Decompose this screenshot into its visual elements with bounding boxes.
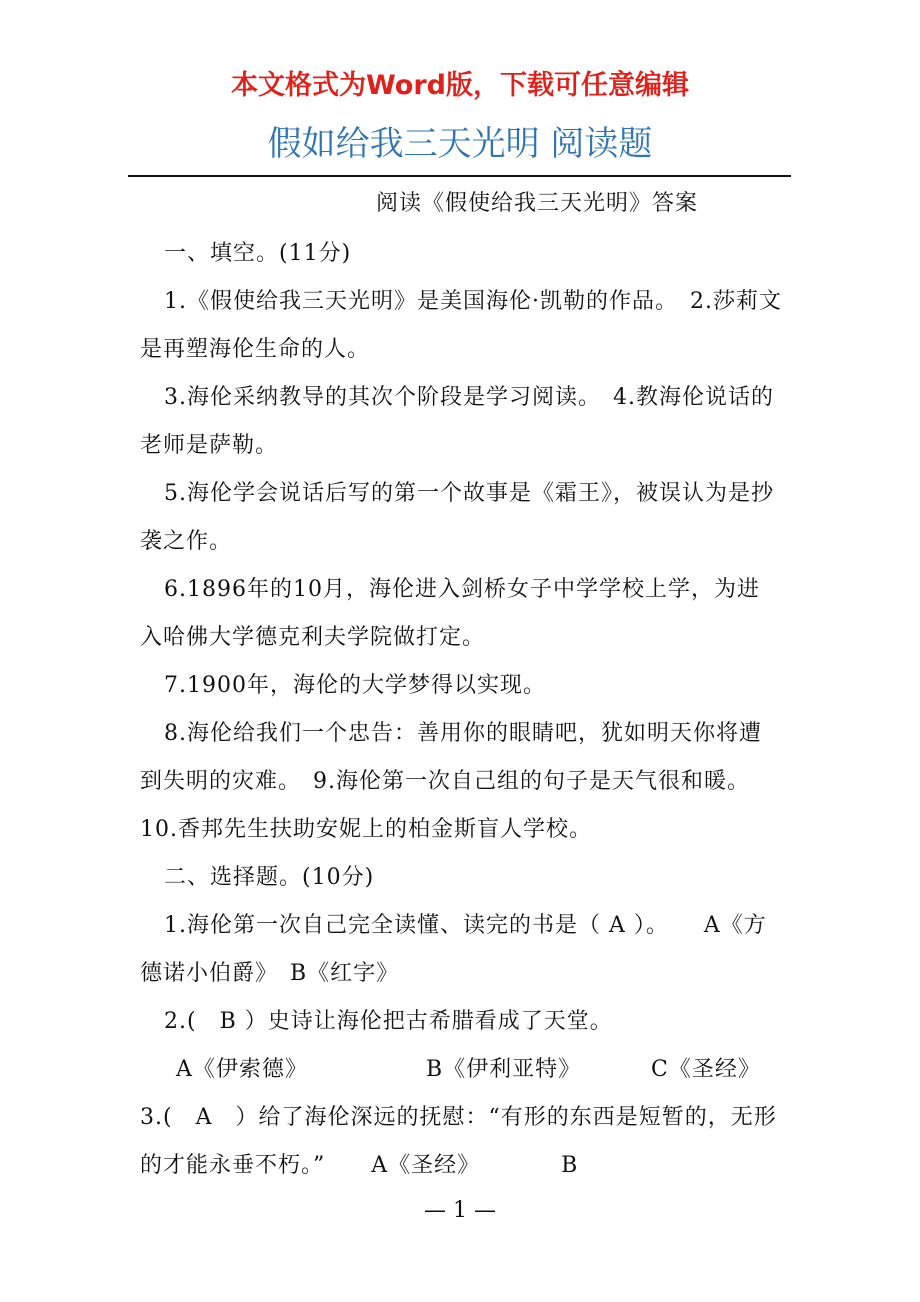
answer-item: 1.《假使给我三天光明》是美国海伦·凯勒的作品。 2.莎莉文是再塑海伦生命的人。: [140, 289, 782, 362]
answer-item: 3.海伦采纳教导的其次个阶段是学习阅读。 4.教海伦说话的老师是萨勒。: [140, 385, 774, 458]
option-a: A《伊索德》: [176, 1057, 308, 1082]
option-b: B《伊利亚特》: [426, 1057, 582, 1082]
format-notice-banner: 本文格式为Word版，下载可任意编辑: [230, 70, 689, 101]
section-heading-fill-blank: 一、填空。(11分): [164, 241, 352, 266]
document-body: [140, 230, 782, 1190]
choice-question-1: 1.海伦第一次自己完全读懂、读完的书是（ A ）。 A《方德诺小伯爵》 B《红字》: [140, 913, 767, 986]
section-heading-multiple-choice: 二、选择题。(10分): [164, 865, 375, 890]
answer-item: 5.海伦学会说话后写的第一个故事是《霜王》，被误认为是抄袭之作。: [140, 481, 774, 554]
choice-question-2: 2.( B ）史诗让海伦把古希腊看成了天堂。: [164, 1009, 613, 1034]
answer-subtitle: 阅读《假使给我三天光明》答案: [376, 191, 699, 216]
page-number: — 1 —: [424, 1198, 496, 1223]
answer-item: 6.1896年的10月，海伦进入剑桥女子中学学校上学，为进入哈佛大学德克利夫学院做打定。: [140, 577, 760, 650]
answer-item: 8.海伦给我们一个忠告：善用你的眼睛吧，犹如明天你将遭到失明的灾难。 9.海伦第一次自己组的句子是天气很和暖。 10.香邦先生扶助安妮上的柏金斯盲人学校。: [140, 721, 763, 842]
option-c: C《圣经》: [651, 1057, 761, 1082]
choice-question-2-options: [140, 1046, 782, 1094]
title-divider: [128, 175, 791, 177]
choice-question-3: 3.( A ）给了海伦深远的抚慰：“有形的东西是短暂的，无形的才能永垂不朽。” A《圣经》 B: [140, 1105, 777, 1178]
document-title: 假如给我三天光明 阅读题: [267, 124, 653, 164]
answer-item: 7.1900年，海伦的大学梦得以实现。: [164, 673, 546, 698]
